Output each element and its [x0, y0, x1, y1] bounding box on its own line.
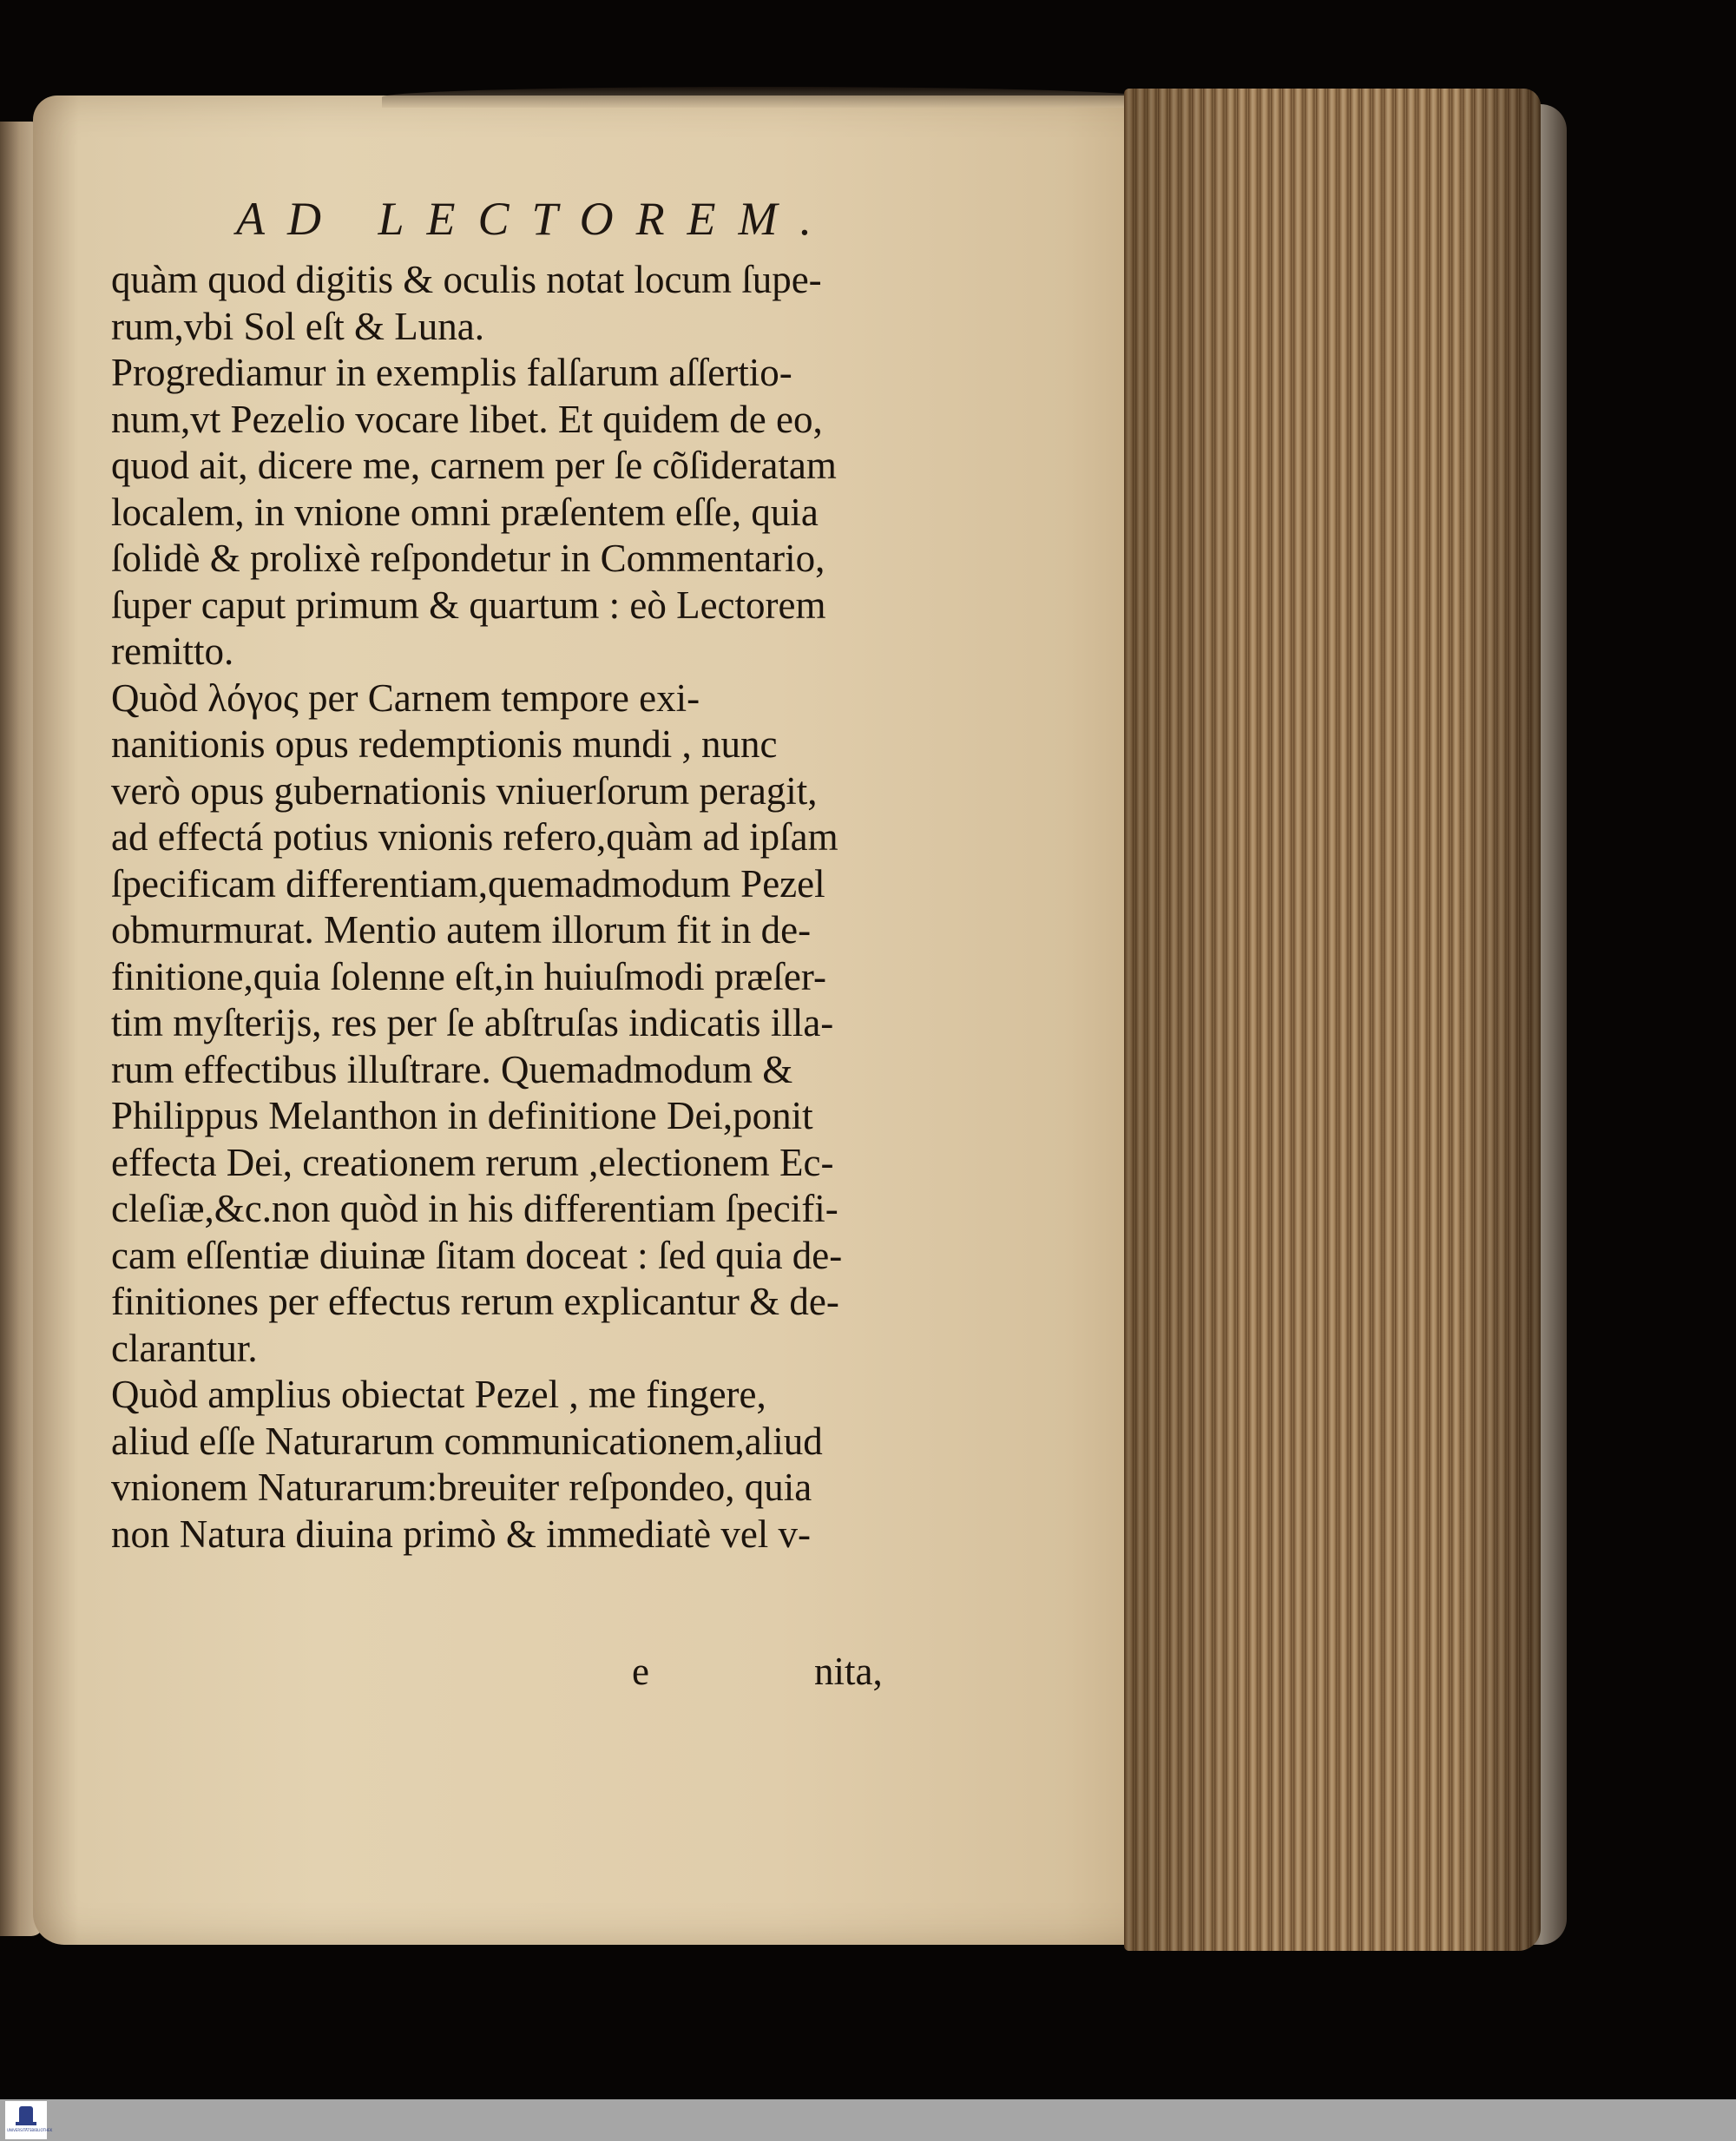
text-line: obmurmurat. Mentio autem illorum fit in de- — [111, 908, 812, 952]
library-logo — [5, 2101, 53, 2139]
text-line: Quòd λόγος per Carnem tempore exi- — [111, 675, 700, 720]
text-line: nanitionis opus redemptionis mundi , nunc — [111, 722, 778, 766]
text-line: ad effectá potius vnionis refero,quàm ad ipſam — [111, 815, 838, 859]
text-line: rum effectibus illuſtrare. Quemadmodum & — [111, 1047, 793, 1091]
text-line: Progrediamur in exemplis falſarum aſſertio- — [111, 351, 792, 394]
viewer-footer-bar — [0, 2099, 1736, 2141]
text-line: aliud eſſe Naturarum communicationem,aliud — [111, 1419, 823, 1463]
text-line: ſolidè & prolixè reſpondetur in Commentario, — [111, 537, 825, 580]
text-line: cam eſſentiæ diuinæ ſitam doceat : ſed quia de- — [111, 1233, 843, 1277]
text-line: Quòd amplius obiectat Pezel , me fingere, — [111, 1373, 766, 1416]
library-logo-icon — [19, 2106, 33, 2125]
text-line: non Natura diuina primò & immediatè vel v- — [111, 1512, 812, 1556]
signature-mark: e — [632, 1650, 649, 1693]
text-line: Philippus Melanthon in definitione Dei,ponit — [111, 1094, 813, 1137]
text-line: tim myſterijs, res per ſe abſtruſas indicatis illa- — [111, 1001, 834, 1044]
text-line: cleſiæ,&c.non quòd in his differentiam ſpecifi- — [111, 1187, 838, 1230]
text-line: quod ait, dicere me, carnem per ſe cõſideratam — [111, 444, 837, 487]
text-line: finitiones per effectus rerum explicantur & de- — [111, 1280, 839, 1323]
text-line: num,vt Pezelio vocare libet. Et quidem de eo, — [111, 397, 823, 441]
text-line: rum,vbi Sol eſt & Luna. — [111, 304, 484, 348]
body-text — [111, 257, 910, 1558]
page-edges-shadow — [1124, 89, 1541, 1951]
text-line: ſpecificam differentiam,quemadmodum Pezel — [111, 861, 825, 906]
text-line: remitto. — [111, 629, 234, 673]
text-line: finitione,quia ſolenne eſt,in huiuſmodi præſer- — [111, 954, 826, 998]
page-top-shadow — [382, 87, 1146, 108]
text-line: localem, in vnione omni præſentem eſſe, quia — [111, 490, 819, 534]
text-line: quàm quod digitis & oculis notat locum ſupe- — [111, 258, 822, 301]
library-logo-text: UNIVERSITÄTSBIBLIOTHEK — [7, 2128, 53, 2132]
catchword: nita, — [814, 1650, 883, 1693]
text-line: verò opus gubernationis vniuerſorum peragit, — [111, 768, 818, 813]
text-line: vnionem Naturarum:breuiter reſpondeo, quia — [111, 1466, 812, 1509]
text-line: effecta Dei, creationem rerum ,electionem Ec- — [111, 1140, 834, 1184]
running-head: AD LECTOREM. — [236, 193, 835, 245]
text-line: clarantur. — [111, 1326, 258, 1370]
text-line: ſuper caput primum & quartum : eò Lectorem — [111, 583, 826, 627]
